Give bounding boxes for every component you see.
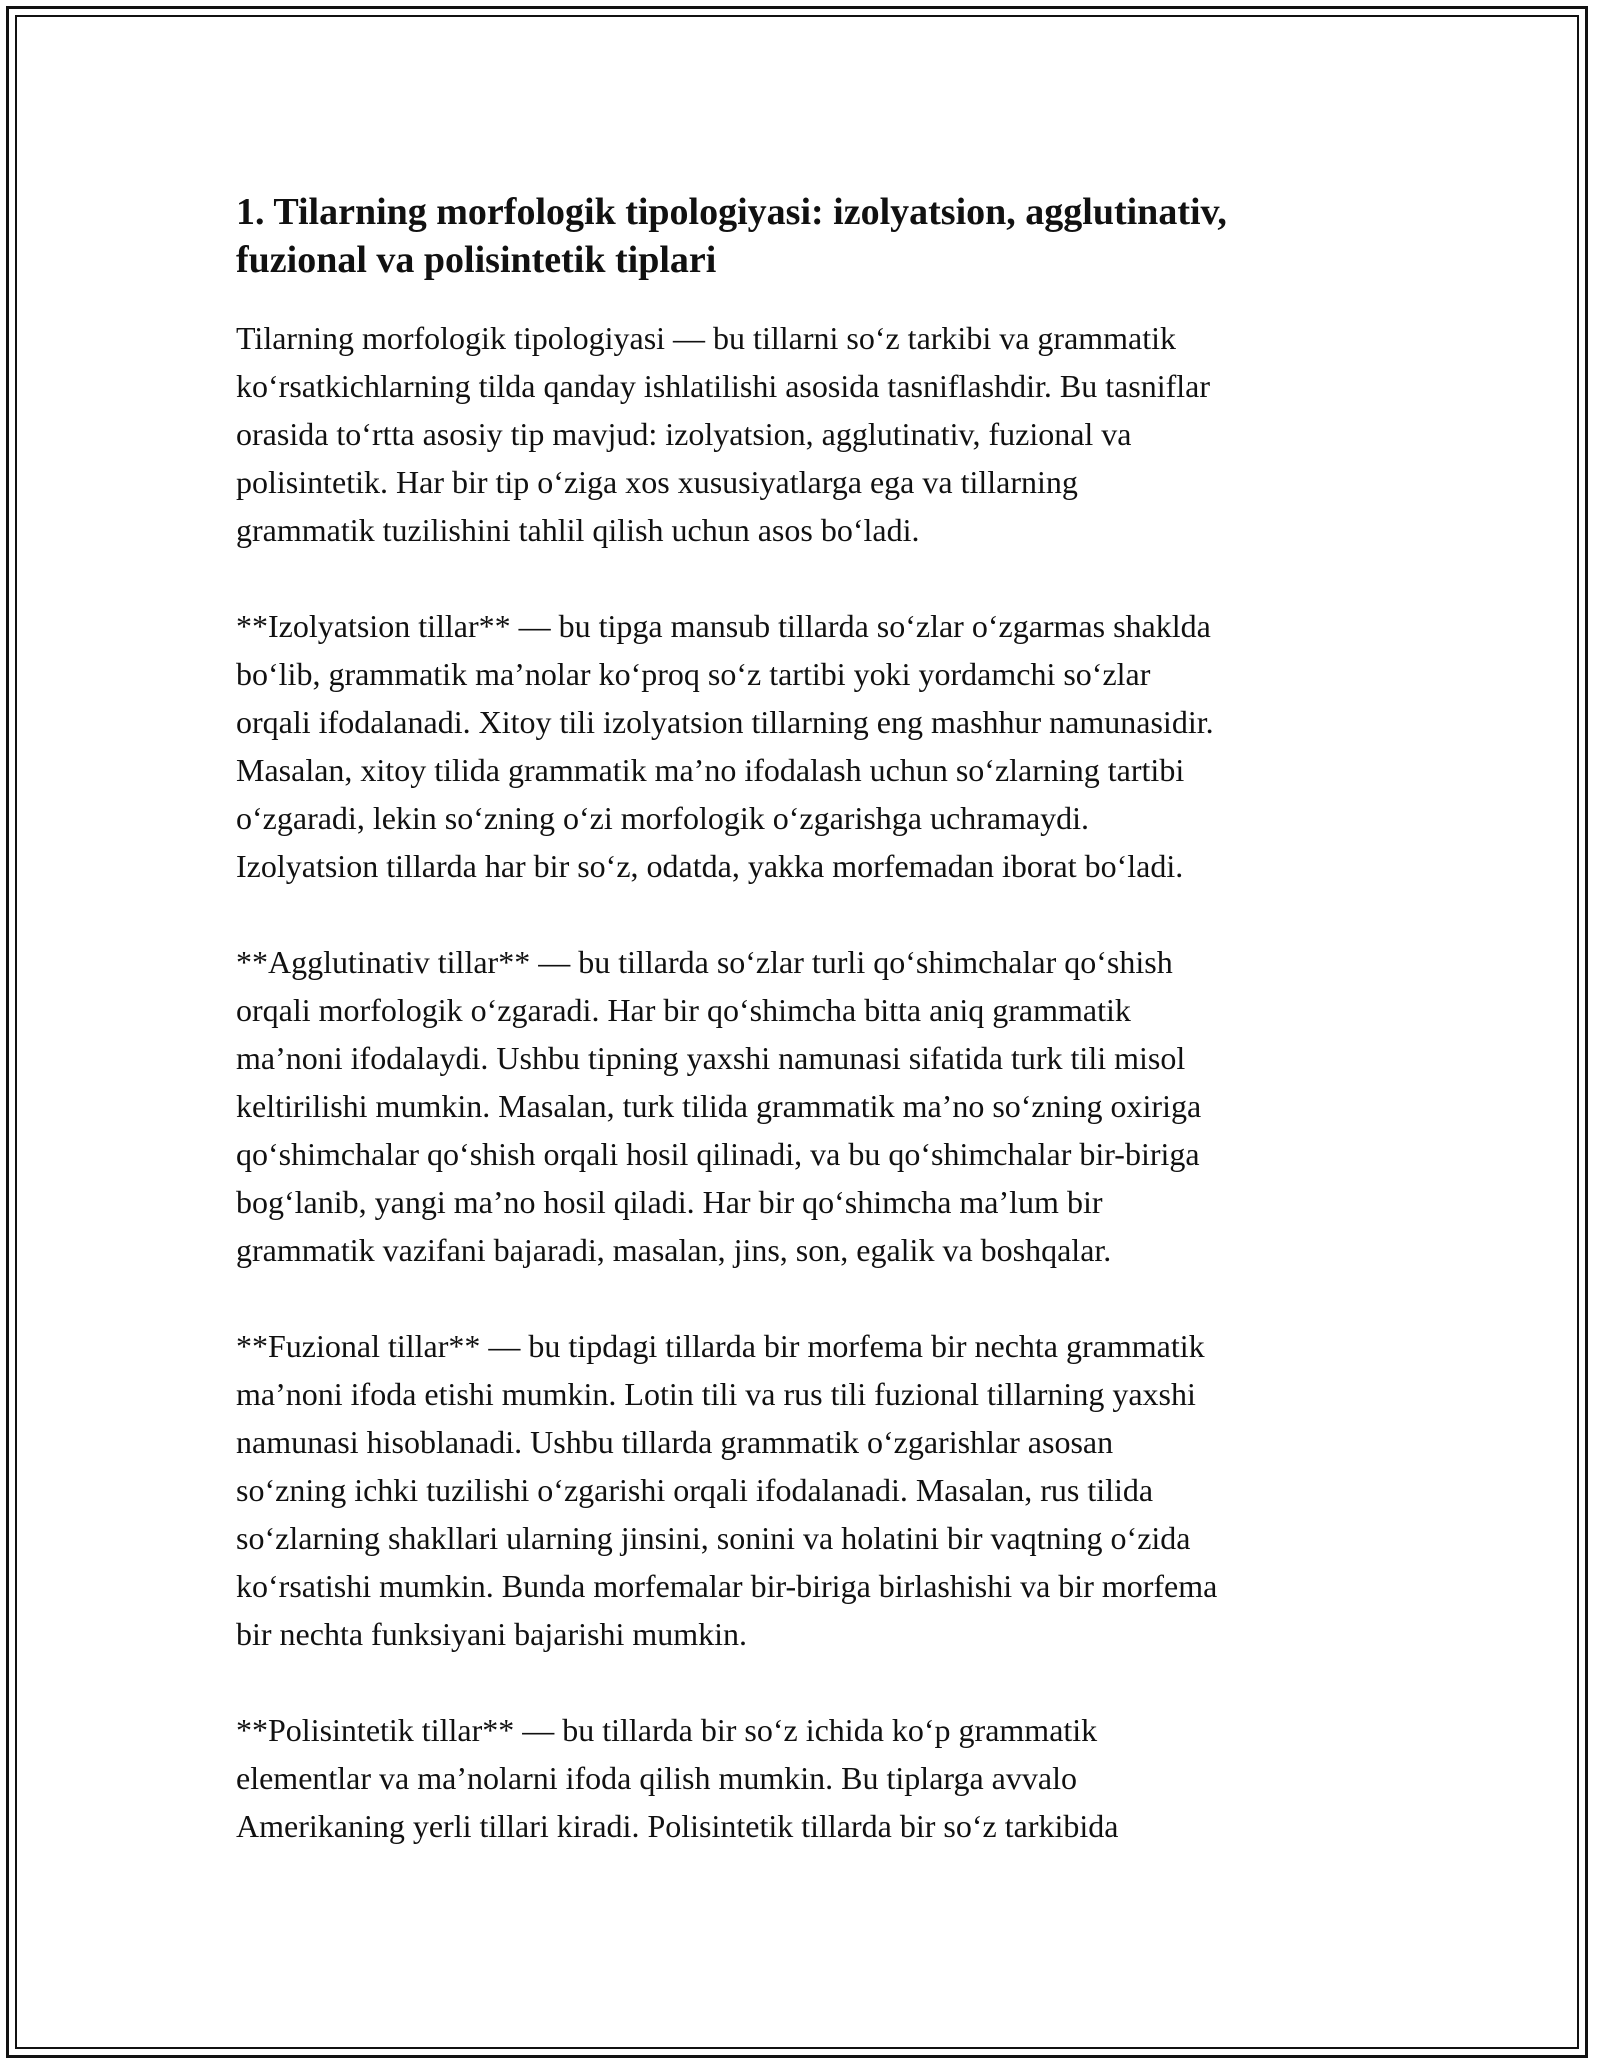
text-line: elementlar va ma’nolarni ifoda qilish mumkin. Bu tiplarga avvalo [236, 1760, 1077, 1796]
text-line: Izolyatsion tillarda har bir so‘z, odatda, yakka morfemadan iborat bo‘ladi. [236, 848, 1184, 884]
text-line: orqali morfologik o‘zgaradi. Har bir qo‘shimcha bitta aniq grammatik [236, 992, 1131, 1028]
text-line: bo‘lib, grammatik ma’nolar ko‘proq so‘z tartibi yoki yordamchi so‘zlar [236, 656, 1151, 692]
paragraph-intro [236, 314, 1366, 554]
text-line: orqali ifodalanadi. Xitoy tili izolyatsion tillarning eng mashhur namunasidir. [236, 704, 1214, 740]
text-line: orasida to‘rtta asosiy tip mavjud: izolyatsion, agglutinativ, fuzional va [236, 416, 1132, 452]
text-line: bog‘lanib, yangi ma’no hosil qiladi. Har bir qo‘shimcha ma’lum bir [236, 1184, 1103, 1220]
section-title-line: fuzional va polisintetik tiplari [236, 239, 717, 281]
text-line: **Fuzional tillar** — bu tipdagi tillarda bir morfema bir nechta grammatik [236, 1328, 1205, 1364]
text-line: grammatik vazifani bajaradi, masalan, jins, son, egalik va boshqalar. [236, 1232, 1112, 1268]
text-line: Amerikaning yerli tillari kiradi. Polisintetik tillarda bir so‘z tarkibida [236, 1808, 1119, 1844]
text-line: ko‘rsatishi mumkin. Bunda morfemalar bir-biriga birlashishi va bir morfema [236, 1568, 1218, 1604]
text-line: ko‘rsatkichlarning tilda qanday ishlatilishi asosida tasniflashdir. Bu tasniflar [236, 368, 1211, 404]
text-line: Tilarning morfologik tipologiyasi — bu tillarni so‘z tarkibi va grammatik [236, 320, 1177, 356]
section-title [236, 188, 1366, 284]
text-line: keltirilishi mumkin. Masalan, turk tilida grammatik ma’no so‘zning oxiriga [236, 1088, 1202, 1124]
text-line: o‘zgaradi, lekin so‘zning o‘zi morfologik o‘zgarishga uchramaydi. [236, 800, 1090, 836]
paragraph-isolating [236, 602, 1366, 890]
section-title-line: 1. Tilarning morfologik tipologiyasi: izolyatsion, agglutinativ, [236, 191, 1227, 233]
text-line: so‘zning ichki tuzilishi o‘zgarishi orqali ifodalanadi. Masalan, rus tilida [236, 1472, 1154, 1508]
text-line: **Agglutinativ tillar** — bu tillarda so‘zlar turli qo‘shimchalar qo‘shish [236, 944, 1173, 980]
text-line: Masalan, xitoy tilida grammatik ma’no ifodalash uchun so‘zlarning tartibi [236, 752, 1185, 788]
text-line: bir nechta funksiyani bajarishi mumkin. [236, 1616, 747, 1652]
text-line: namunasi hisoblanadi. Ushbu tillarda grammatik o‘zgarishlar asosan [236, 1424, 1114, 1460]
text-line: so‘zlarning shakllari ularning jinsini, sonini va holatini bir vaqtning o‘zida [236, 1520, 1191, 1556]
document-body [236, 188, 1366, 1898]
text-line: qo‘shimchalar qo‘shish orqali hosil qilinadi, va bu qo‘shimchalar bir-biriga [236, 1136, 1200, 1172]
text-line: **Izolyatsion tillar** — bu tipga mansub tillarda so‘zlar o‘zgarmas shaklda [236, 608, 1211, 644]
text-line: grammatik tuzilishini tahlil qilish uchun asos bo‘ladi. [236, 512, 920, 548]
text-line: **Polisintetik tillar** — bu tillarda bir so‘z ichida ko‘p grammatik [236, 1712, 1098, 1748]
text-line: ma’noni ifoda etishi mumkin. Lotin tili va rus tili fuzional tillarning yaxshi [236, 1376, 1196, 1412]
text-line: polisintetik. Har bir tip o‘ziga xos xususiyatlarga ega va tillarning [236, 464, 1078, 500]
text-line: ma’noni ifodalaydi. Ushbu tipning yaxshi namunasi sifatida turk tili misol [236, 1040, 1186, 1076]
paragraph-agglutinative [236, 938, 1366, 1274]
paragraph-polysynthetic [236, 1706, 1366, 1850]
paragraph-fusional [236, 1322, 1366, 1658]
